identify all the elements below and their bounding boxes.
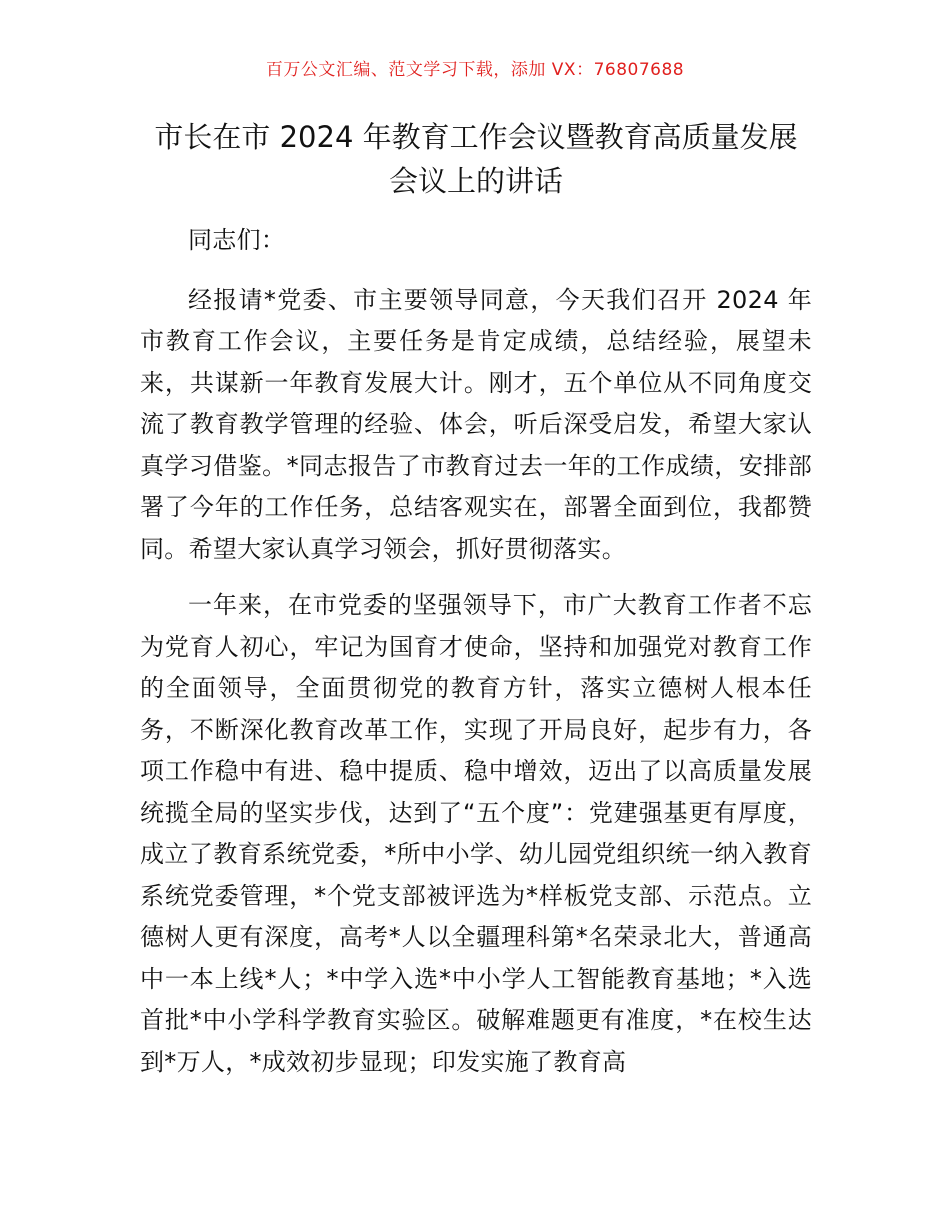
- salutation: 同志们：: [188, 226, 286, 254]
- paragraph-1: 经报请*党委、市主要领导同意，今天我们召开 2024 年市教育工作会议，主要任务是肯定成绩，总结经验，展望未来，共谋新一年教育发展大计。刚才，五个单位从不同角度交流了教育教学管理的经验、体会，听后深受启发，希望大家认真学习借鉴。*同志报告了市教育过去一年的工作成绩，安排部署了今年的工作任务，总结客观实在，部署全面到位，我都赞同。希望大家认真学习领会，抓好贯彻落实。: [140, 285, 812, 563]
- document-title: 市长在市 2024 年教育工作会议暨教育高质量发展会议上的讲话: [154, 120, 798, 198]
- header-watermark-note: 百万公文汇编、范文学习下载，添加 VX：76807688: [265, 60, 685, 80]
- paragraph-2: 一年来，在市党委的坚强领导下，市广大教育工作者不忘为党育人初心，牢记为国育才使命，坚持和加强党对教育工作的全面领导，全面贯彻党的教育方针，落实立德树人根本任务，不断深化教育改革工作，实现了开局良好，起步有力，各项工作稳中有进、稳中提质、稳中增效，迈出了以高质量发展统揽全局的坚实步伐，达到了“五个度”：党建强基更有厚度，成立了教育系统党委，*所中小学、幼儿园党组织统一纳入教育系统党委管理，*个党支部被评选为*样板党支部、示范点。立德树人更有深度，高考*人以全疆理科第*名荣录北大，普通高中一本上线*人；*中学入选*中小学人工智能教育基地；*入选首批*中小学科学教育实验区。破解难题更有准度，*在校生达到*万人，*成效初步显现；印发实施了教育高: [140, 591, 812, 1076]
- document-body: [140, 220, 812, 1098]
